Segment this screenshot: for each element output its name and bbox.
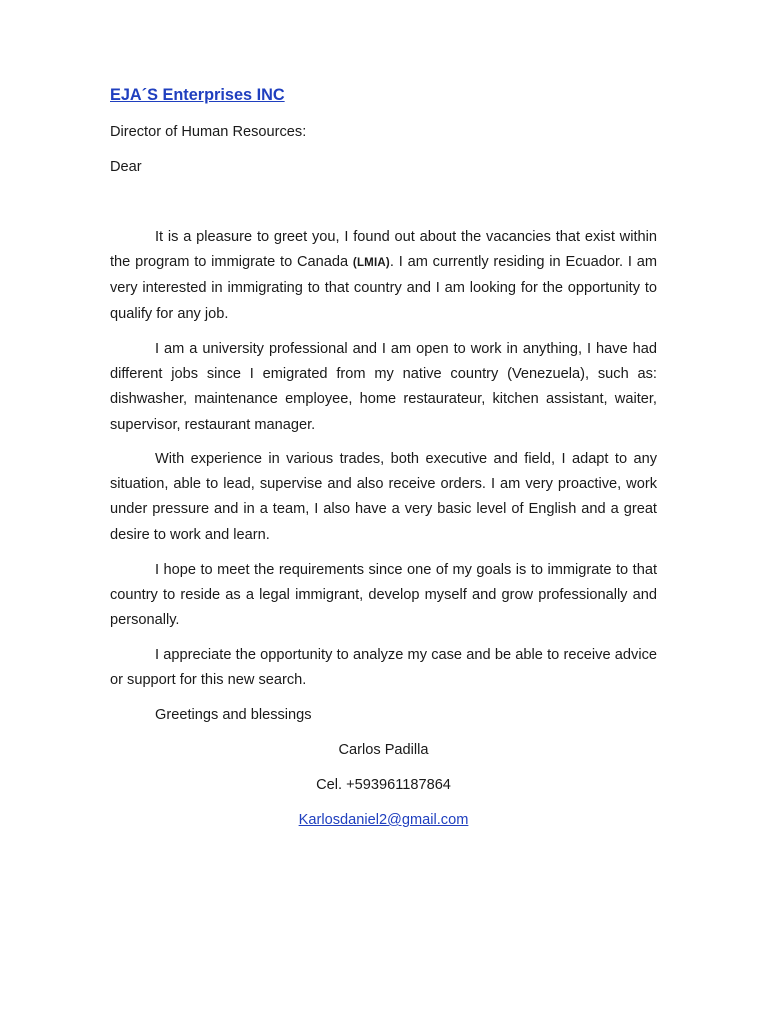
company-heading: EJA´S Enterprises INC <box>110 86 285 104</box>
paragraph-2: I am a university professional and I am open to work in anything, I have had different jobs since I emigrated from my native country (Venezuela), such as: dishwasher, maintenance employee, home restaurateur, kitchen assistant, waiter, supervisor, restaurant manager. <box>110 341 657 433</box>
signature-phone: Cel. +593961187864 <box>316 777 451 793</box>
recipient-line: Director of Human Resources: <box>110 124 307 140</box>
paragraph-1 <box>110 225 657 327</box>
paragraph-1-text-end: . I am currently residing in Ecuador. I am very interested in immigrating to that country and I am looking for the opportunity to qualify for any job. <box>110 254 657 322</box>
program-acronym: (LMIA) <box>352 257 390 270</box>
signature-email-row <box>110 812 657 828</box>
paragraph-5: I appreciate the opportunity to analyze my case and be able to receive advice or support for this new search. <box>110 647 657 689</box>
signature-name: Carlos Padilla <box>338 742 429 758</box>
paragraph-3: With experience in various trades, both executive and field, I adapt to any situation, able to lead, supervise and also receive orders. I am very proactive, work under pressure and in a team, I also have a very basic level of English and a great desire to work and learn. <box>110 451 657 543</box>
paragraph-1-text-start: It is a pleasure to greet you, I found out about the vacancies that exist within the program to immigrate to Canada <box>110 229 657 271</box>
closing-line: Greetings and blessings <box>155 707 312 723</box>
signature-email-link[interactable]: Karlosdaniel2@gmail.com <box>298 812 469 828</box>
salutation: Dear <box>110 159 142 175</box>
paragraph-4: I hope to meet the requirements since one of my goals is to immigrate to that country to reside as a legal immigrant, develop myself and grow professionally and personally. <box>110 562 657 629</box>
